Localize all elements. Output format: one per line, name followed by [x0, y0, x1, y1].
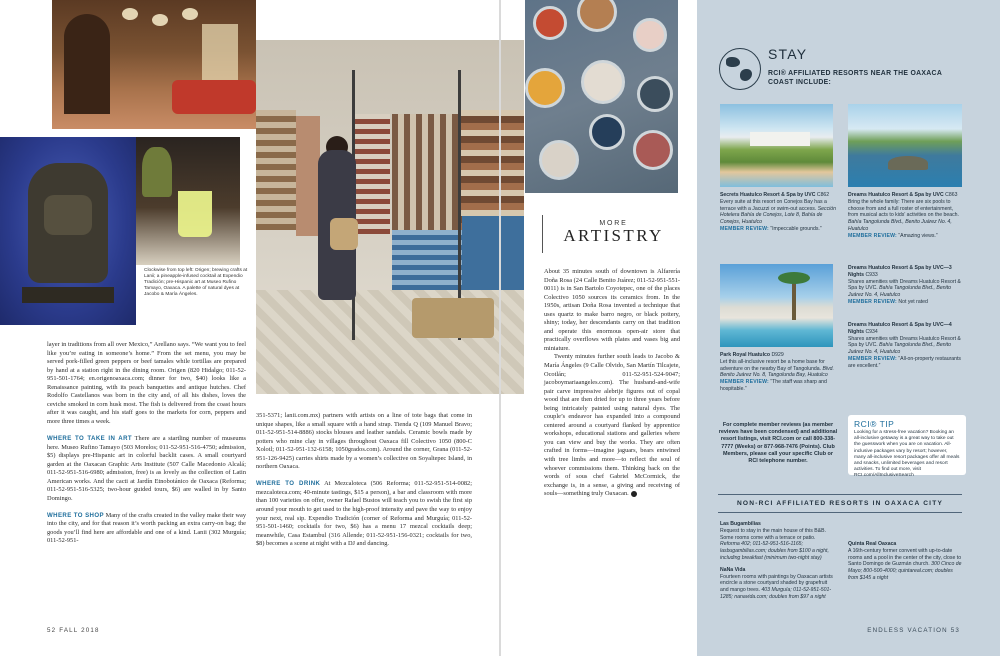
- section-heading: [542, 215, 684, 253]
- sidebar-title: STAY: [768, 46, 808, 62]
- non-rci-heading: NON-RCI AFFILIATED RESORTS IN OAXACA CITY: [736, 500, 944, 507]
- globe-icon: [719, 48, 761, 90]
- tip-title: RCI® TIP: [854, 419, 895, 429]
- hotel-listing: Quinta Real Oaxaca A 16th-century former convent with up-to-date rooms and a pool in the center of the city, close to Santo Domingo de Guzmán church. 300 Cinco de Mayo; 800-500-4000; quintareal.com; doubles from $145 a night: [848, 541, 962, 581]
- non-rci-column-2: [848, 521, 964, 582]
- statue-photo: [0, 137, 136, 325]
- hotel-listing: NaNa Vida Fourteen rooms with paintings by Oaxacan artists encircle a stone courtyard shaded by grapefruit and mango trees. 403 Murguía; 011-52-951-501-1285; nanavida.com; doubles from $97 a night: [720, 566, 833, 600]
- resort-photo-park-royal: [720, 264, 833, 347]
- section-kicker: MORE: [599, 220, 628, 227]
- body-column-3: [544, 268, 680, 499]
- paragraph: layer in traditions from all over Mexico,” Arellano says. “We want you to feel like you’re eating in someone’s home.” From the set menu, you may be served pork-filled green peppers or beef tamales while tortillas are prepared by hand at a station right in the dining room. Origen (820 Hidalgo; 011-52-951-501-1764; en.origenoaxaca.com; dinner for two, $40) looks like a Renaissance painting, with its peach banquettes and antique hutches. Chef Rodolfo Castellanos was born in the city and, of all his dishes, loves the ceviche smoked in corn husk most. The fish is delivered from the coast hours after it was caught, and his staff goes to the markets for corn, peppers and more three times a week.: [47, 341, 246, 425]
- resort-listing: Park Royal Huatulco D929 Let this all-inclusive resort be a home base for adventure on the nearby Bay of Tangolunda. Blvd. Benito Juárez No. 8, Tangolunda Bay, Huatulco MEMBER REVIEW: “The staff was sharp and hospitable.”: [720, 352, 834, 392]
- divider: [718, 512, 962, 513]
- section-title: ARTISTRY: [563, 226, 664, 245]
- cocktail-photo: [136, 137, 240, 265]
- tip-body: Looking for a stress-free vacation? Booking an all-inclusive getaway is a great way to take out the guesswork when you are on vacation. All-inclusive packages vary by resort; however, many all-inclusive resort packages offer all meals and snacks, unlimited beverages and resort activities. To find out more, visit RCI.com/AllInclusiveSearch: [854, 430, 960, 479]
- folio-left: 52 FALL 2018: [47, 627, 100, 634]
- page-gutter: [499, 0, 501, 656]
- resort-photo-secrets: [720, 104, 833, 187]
- resort-listing: Dreams Huatulco Resort & Spa by UVC—3 Nights C933 Shares amenities with Dreams Huatulco Resort & Spa by UVC. Bahía Tangolunda Blvd., Benito Juárez No. 4, Huatulco MEMBER REVIEW: Not yet rated: [848, 265, 961, 305]
- subhead-shop: WHERE TO SHOP: [47, 511, 104, 519]
- sidebar-subtitle: RCI® AFFILIATED RESORTS NEAR THE OAXACA COAST INCLUDE:: [768, 70, 942, 86]
- restaurant-photo: [52, 0, 256, 129]
- body-column-2: [256, 412, 472, 549]
- paragraph: Twenty minutes further south leads to Jacobo & María Ángeles (9 Calle Olvido, San Martín Tilcajete, Ocotlán; 011-52-951-524-9047; jacoboymariaangeles.com). The husband-and-wife pair carve impressive alebrije figures out of copal wood that are then dried for up to three years before being intricately painted using natural dyes. The couple’s endeavor has expanded into a compound centered around a courtyard flanked by apprentice workshops, educational stations and galleries where you can view and buy the works. They are often crafted in forms—imagine jaguars, bears entwined with tree limbs and more—to reflect the soul of whoever commissions them. Thinking back on the words of sous chef Gabriel McCormick, the exchange is, in a sense, a giving and receiving of souls—something truly Oaxacan.: [544, 353, 680, 498]
- resort-listing: Secrets Huatulco Resort & Spa by UVC C862 Every suite at this resort on Conejos Bay has a terrace with a Jacuzzi or swim-out access. Sección Hotelera Bahía de Conejos, Lote 8, Bahía de Conejos, Huatulco MEMBER REVIEW: “Impeccable grounds.”: [720, 192, 837, 232]
- resort-photo-dreams: [848, 104, 962, 187]
- textiles-photo: [256, 40, 524, 394]
- subhead-take-in-art: WHERE TO TAKE IN ART: [47, 434, 133, 442]
- end-mark-icon: [631, 491, 637, 497]
- paragraph: WHERE TO DRINK At Mezcaloteca (506 Reforma; 011-52-951-514-0082; mezcaloteca.com; 40-minute tastings, $15 a person), a bar and classroom with more than 100 varieties on offer, owner Rafael Bustos will teach you to swish the first sip around your mouth to get used to the high-proof intensity and pave the way to enjoy your next, real sip. Expendio Tradición (corner of Reforma and Murguía; 011-52-951-501-1460; cocktails for two, $6) has a menu 17 mezcal cocktails deep; meanwhile, Casa Estambul (316 Allende; 011-52-951-156-0321; cocktails for two, $8) becomes a scene at night with a DJ and dancing.: [256, 480, 472, 548]
- paragraph: 351-5371; lanii.com.mx) partners with artists on a line of tote bags that come in unique shapes, like a small square with a hand strap. Tienda Q (109 Manuel Bravo; 011-52-951-514-8886) stocks blouses and leather sandals. Ceramic bowls made by potters who mine clay in villages throughout Oaxaca fill Colectivo 1050 (800-C Xolotl; 011-52-951-132-6158; 1050grados.com). Around the corner, Grana (011-52-951-126-9425) carries shirts made by a women’s collective on Soyaltepec Island, in northern Oaxaca.: [256, 412, 472, 471]
- paragraph: About 35 minutes south of downtown is Alfarería Doña Rosa (24 Calle Benito Juárez; 011-52-951-551-0011) is in San Bartolo Coyotepec, one of the places Colectivo 1050 sources its ceramics from. In the 1950s, artisan Doña Rosa invented a technique that uses quartz to make barro negro, or black pottery, shiny; today, her descendants carry on that tradition and operate this enormous open-air store that practically overflows with plates and vases big and miniature.: [544, 268, 680, 352]
- resort-listing: Dreams Huatulco Resort & Spa by UVC C863 Bring the whole family: There are six pools to choose from and a full roster of entertainment, from musical acts to kids’ activities on the beach. Bahía Tangolunda Blvd., Benito Juárez No. 4, Huatulco MEMBER REVIEW: “Amazing views.”: [848, 192, 959, 239]
- subhead-drink: WHERE TO DRINK: [256, 480, 321, 488]
- photo-caption: Clockwise from top left: Origen; brewing crafts at Lanii; a pineapple-infused cocktail at Expendio Tradición; pre-Hispanic art at Museo Rufino Tamayo, Oaxaca. A palette of natural dyes at Jacobo & María Ángeles.: [144, 268, 248, 298]
- paragraph: WHERE TO SHOP Many of the crafts created in the valley make their way into the city, and for that reason it’s worth packing an extra carry-on bag; the goods you’ll find here are affordable and one of a kind. Lanii (302 Murguía; 011-52-951-: [47, 511, 247, 545]
- hotel-listing: Las Bugambilias Request to stay in the main house of this B&B. Some rooms come with a terrace or patio. Reforma 402; 011-52-951-516-1165; lasbugambilias.com; doubles from $100 a night, including breakfast (minimum two-night stay): [720, 521, 829, 561]
- non-rci-column-1: [720, 521, 836, 601]
- resort-listing: Dreams Huatulco Resort & Spa by UVC—4 Nights C934 Shares amenities with Dreams Huatulco Resort & Spa by UVC. Bahía Tangolunda Blvd., Benito Juárez No. 4, Huatulco MEMBER REVIEW: “All-on-property restaurants are excellent.”: [848, 322, 961, 369]
- body-column-1: [47, 341, 246, 546]
- divider: [718, 494, 962, 495]
- folio-right: ENDLESS VACATION 53: [867, 627, 960, 634]
- contact-info: For complete member reviews (as member reviews have been condensed) and additional resort listings, visit RCI.com or call 800-338-7777 (Weeks) or 877-968-7476 (Points). Club Members, please call your specific Club or RCI telephone number.: [718, 422, 838, 465]
- pigments-photo: [525, 0, 678, 193]
- paragraph: WHERE TO TAKE IN ART There are a startling number of museums here. Museo Rufino Tamayo (503 Morelos; 011-52-951-516-4750; admission, $5) displays pre-Hispanic art in colorful backlit cases. A small courtyard garden at the Oaxacan Graphic Arts Institute (507 Calle Macedonio Alcalá; 011-52-951-516-6980; admission, free) is as lovely as the collection of Latin American works. And the cacti at Jardín Etnobotánico de Oaxaca (Reforma; 011-52-951-516-5325; two-hour guided tours, $6) are walled in by Santo Domingo.: [47, 434, 246, 502]
- rci-tip-box: [848, 415, 966, 479]
